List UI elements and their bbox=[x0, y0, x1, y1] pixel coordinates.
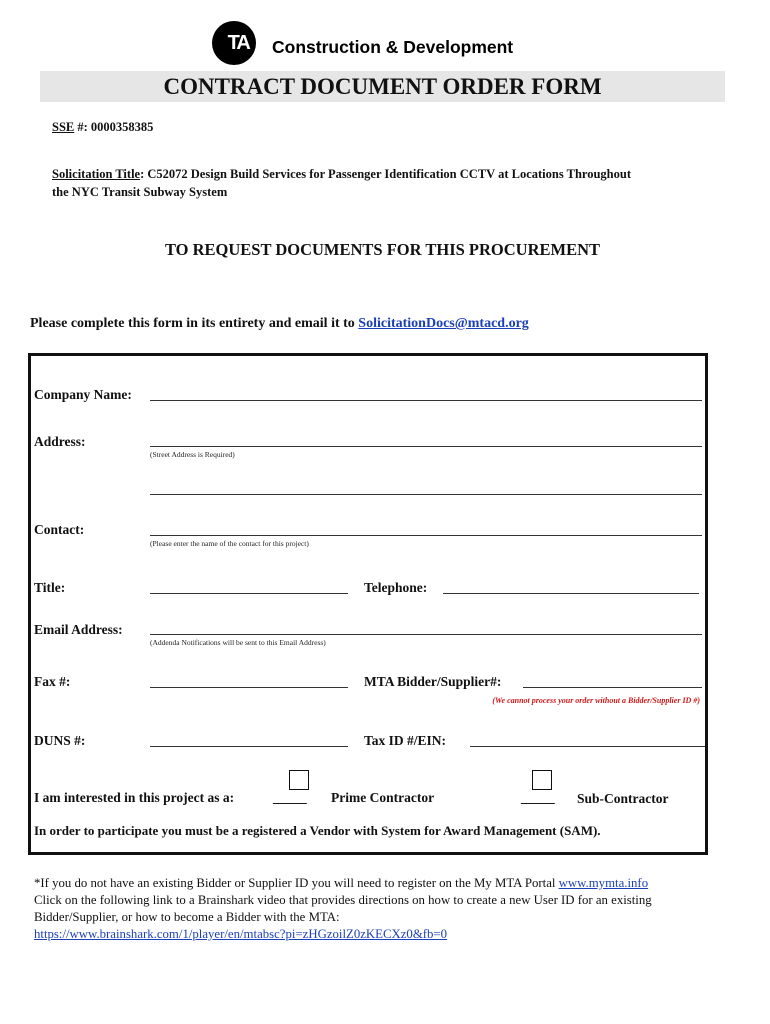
order-form-box bbox=[28, 353, 708, 855]
mymta-link[interactable]: www.mymta.info bbox=[558, 876, 649, 890]
bidder-id-label: MTA Bidder/Supplier#: bbox=[364, 674, 502, 689]
form-title: CONTRACT DOCUMENT ORDER FORM bbox=[163, 74, 602, 99]
tax-id-label: Tax ID #/EIN: bbox=[364, 733, 447, 748]
section-heading: TO REQUEST DOCUMENTS FOR THIS PROCUREMENT bbox=[164, 240, 601, 259]
footer-note bbox=[34, 875, 734, 943]
contact-label: Contact: bbox=[34, 522, 85, 537]
duns-label: DUNS #: bbox=[34, 733, 86, 748]
instruction-text bbox=[30, 316, 529, 332]
footer-line2: Click on the following link to a Brainshark video that provides directions on how to create a new User ID for an existing bbox=[34, 893, 652, 907]
sse-number bbox=[52, 120, 153, 135]
solicitation-line1: : C52072 Design Build Services for Passenger Identification CCTV at Locations Throughout bbox=[140, 167, 631, 181]
telephone-label: Telephone: bbox=[364, 580, 428, 595]
brainshark-link[interactable]: https://www.brainshark.com/1/player/en/mtabsc?pi=zHGzoilZ0zKECXz0&fb=0 bbox=[34, 927, 448, 941]
address-field-1[interactable] bbox=[150, 446, 702, 447]
company-name-label: Company Name: bbox=[34, 387, 132, 402]
prime-blank: _____ bbox=[273, 790, 307, 805]
company-name-field[interactable] bbox=[150, 400, 702, 401]
prime-contractor-label: Prime Contractor bbox=[331, 790, 435, 805]
interest-label: I am interested in this project as a: bbox=[34, 790, 235, 805]
solicitation-line2: the NYC Transit Subway System bbox=[52, 185, 228, 199]
prime-contractor-checkbox[interactable] bbox=[289, 770, 309, 790]
footer-line1 bbox=[34, 875, 734, 892]
title-field[interactable] bbox=[150, 593, 348, 594]
tax-id-field[interactable] bbox=[470, 746, 705, 747]
footer-line1-text: *If you do not have an existing Bidder or Supplier ID you will need to register on the My MTA Portal bbox=[34, 876, 559, 890]
sub-contractor-label: Sub-Contractor bbox=[577, 791, 669, 806]
contact-hint: (Please enter the name of the contact for this project) bbox=[150, 539, 309, 548]
fax-label: Fax #: bbox=[34, 674, 71, 689]
solicitation-email-link[interactable]: SolicitationDocs@mtacd.org bbox=[358, 316, 529, 331]
telephone-field[interactable] bbox=[443, 593, 699, 594]
sub-blank: _____ bbox=[521, 790, 555, 805]
address-hint: (Street Address is Required) bbox=[150, 450, 235, 459]
contact-field[interactable] bbox=[150, 535, 702, 536]
mta-logo-text: MTA bbox=[213, 32, 249, 54]
sse-value: #: 0000358385 bbox=[74, 120, 154, 134]
bidder-id-warning: (We cannot process your order without a Bidder/Supplier ID #) bbox=[492, 696, 700, 705]
sam-note: In order to participate you must be a registered a Vendor with System for Award Management (SAM). bbox=[34, 823, 601, 838]
address-field-2[interactable] bbox=[150, 494, 702, 495]
footer-line3: Bidder/Supplier, or how to become a Bidder with the MTA: bbox=[34, 910, 340, 924]
email-address-label: Email Address: bbox=[34, 622, 123, 637]
solicitation-title bbox=[52, 167, 722, 182]
email-address-field[interactable] bbox=[150, 634, 702, 635]
fax-field[interactable] bbox=[150, 687, 348, 688]
org-name: Construction & Development bbox=[272, 37, 514, 57]
sub-contractor-checkbox[interactable] bbox=[532, 770, 552, 790]
sse-label: SSE bbox=[52, 120, 75, 134]
instruction-body: Please complete this form in its entirety and email it to bbox=[30, 316, 359, 331]
title-label: Title: bbox=[34, 580, 66, 595]
duns-field[interactable] bbox=[150, 746, 348, 747]
solicitation-label: Solicitation Title bbox=[52, 167, 141, 181]
email-hint: (Addenda Notifications will be sent to this Email Address) bbox=[150, 638, 326, 647]
bidder-id-field[interactable] bbox=[523, 687, 702, 688]
address-label: Address: bbox=[34, 434, 86, 449]
